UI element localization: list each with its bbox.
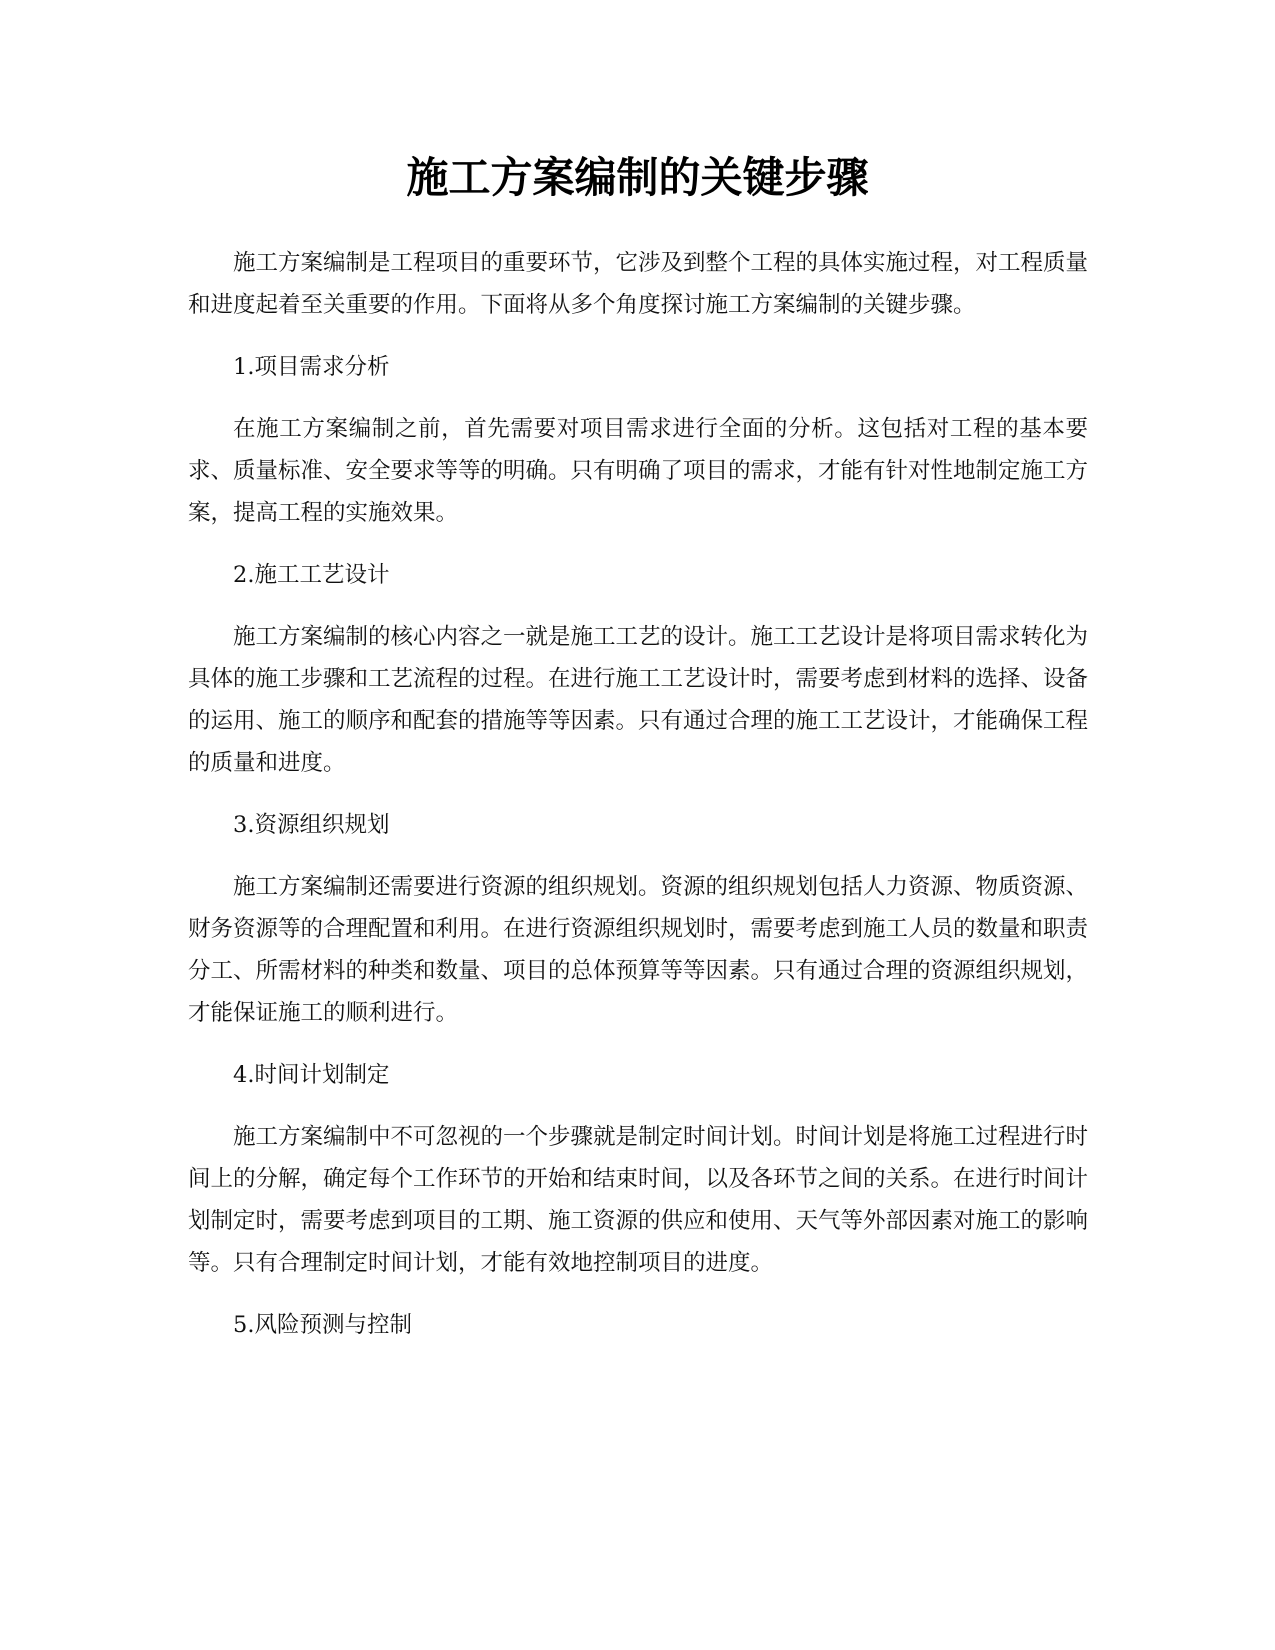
document-title: 施工方案编制的关键步骤 — [406, 153, 869, 202]
section-heading-5: 5.风险预测与控制 — [233, 1312, 412, 1338]
intro-paragraph: 施工方案编制是工程项目的重要环节，它涉及到整个工程的具体实施过程，对工程质量和进度起着至关重要的作用。下面将从多个角度探讨施工方案编制的关键步骤。 — [188, 250, 1089, 318]
section-paragraph-1: 在施工方案编制之前，首先需要对项目需求进行全面的分析。这包括对工程的基本要求、质量标准、安全要求等等的明确。只有明确了项目的需求，才能有针对性地制定施工方案，提高工程的实施效果。 — [188, 416, 1089, 526]
section-heading-1: 1.项目需求分析 — [233, 354, 390, 380]
section-paragraph-4: 施工方案编制中不可忽视的一个步骤就是制定时间计划。时间计划是将施工过程进行时间上的分解，确定每个工作环节的开始和结束时间，以及各环节之间的关系。在进行时间计划制定时，需要考虑到项目的工期、施工资源的供应和使用、天气等外部因素对施工的影响等。只有合理制定时间计划，才能有效地控制项目的进度。 — [188, 1124, 1089, 1276]
section-heading-2: 2.施工工艺设计 — [233, 562, 390, 588]
section-paragraph-3: 施工方案编制还需要进行资源的组织规划。资源的组织规划包括人力资源、物质资源、财务资源等的合理配置和利用。在进行资源组织规划时，需要考虑到施工人员的数量和职责分工、所需材料的种类和数量、项目的总体预算等等因素。只有通过合理的资源组织规划，才能保证施工的顺利进行。 — [188, 874, 1089, 1026]
section-heading-4: 4.时间计划制定 — [233, 1062, 390, 1088]
document-body — [188, 242, 1088, 1366]
section-heading-3: 3.资源组织规划 — [233, 812, 390, 838]
section-paragraph-2: 施工方案编制的核心内容之一就是施工工艺的设计。施工工艺设计是将项目需求转化为具体的施工步骤和工艺流程的过程。在进行施工工艺设计时，需要考虑到材料的选择、设备的运用、施工的顺序和配套的措施等等因素。只有通过合理的施工工艺设计，才能确保工程的质量和进度。 — [188, 624, 1089, 776]
